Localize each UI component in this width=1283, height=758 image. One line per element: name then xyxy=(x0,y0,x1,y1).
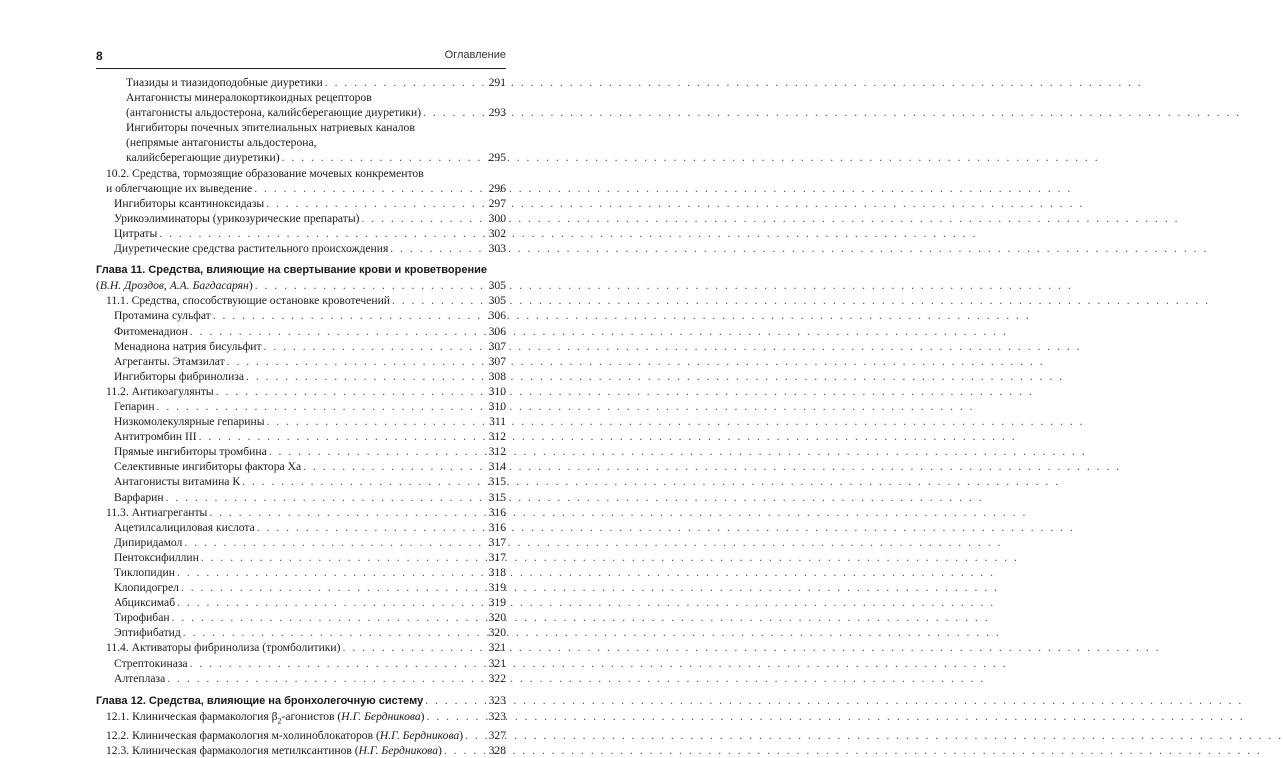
toc-page: 302 xyxy=(488,226,506,240)
toc-entry: Абциксимаб . . . 319 xyxy=(96,595,506,610)
toc-entry: Тиклопидин . . . 318 xyxy=(96,565,506,580)
toc-entry: Ингибиторы почечных эпителиальных натриевых каналов xyxy=(126,121,415,135)
toc-entry: Диуретические средства растительного происхождения . . . 303 xyxy=(96,241,506,256)
toc-entry: Тиазиды и тиазидоподобные диуретики . . . 291 xyxy=(96,75,506,90)
toc-entry: Фитоменадион . . . 306 xyxy=(96,324,506,339)
toc-page: 307 xyxy=(488,339,506,353)
toc-page: 300 xyxy=(488,211,506,225)
toc-page: 319 xyxy=(488,581,506,595)
toc-entry: Варфарин . . . 315 xyxy=(96,490,506,505)
table-of-contents xyxy=(96,75,506,758)
toc-entry: Цитраты . . . 302 xyxy=(96,226,506,241)
page-header xyxy=(96,49,506,67)
toc-entry: Протамина сульфат . . . 306 xyxy=(96,308,506,323)
toc-page: 310 xyxy=(488,399,506,413)
toc-page: 320 xyxy=(488,611,506,625)
toc-page: 321 xyxy=(488,641,506,655)
toc-entry: 10.2. Средства, тормозящие образование мочевых конкрементов xyxy=(106,166,424,180)
toc-entry: 12.3. Клиническая фармакология метилксантинов (Н.Г. Бердникова) . . . 328 xyxy=(96,743,506,758)
toc-entry: Урикоэлиминаторы (урикозурические препараты) . . . 300 xyxy=(96,211,506,226)
chapter-authors: В.Н. Дроздов, А.А. Багдасарян xyxy=(99,279,249,293)
toc-page: 305 xyxy=(488,294,506,308)
toc-entry: Пентоксифиллин . . . 317 xyxy=(96,550,506,565)
toc-page: 316 xyxy=(488,520,506,534)
toc-page: 317 xyxy=(488,550,506,564)
toc-page: 320 xyxy=(488,626,506,640)
toc-page: 314 xyxy=(488,460,506,474)
toc-page: 295 xyxy=(488,151,506,165)
toc-entry: Прямые ингибиторы тромбина . . . 312 xyxy=(96,444,506,459)
toc-page: 308 xyxy=(488,369,506,383)
toc-page: 317 xyxy=(488,535,506,549)
toc-entry: Селективные ингибиторы фактора Ха . . . 314 xyxy=(96,459,506,474)
toc-page: 303 xyxy=(488,242,506,256)
toc-page: 323 xyxy=(488,693,506,707)
toc-entry: Антагонисты витамина К . . . 315 xyxy=(96,474,506,489)
toc-entry: 12.1. Клиническая фармакология $\beta_2$-агонистов (Н.Г. Бердникова) . . . 323 xyxy=(96,709,506,728)
toc-page: 321 xyxy=(488,656,506,670)
toc-page: 312 xyxy=(488,445,506,459)
toc-page: 322 xyxy=(488,671,506,685)
toc-entry: 11.3. Антиагреганты . . . 316 xyxy=(96,505,506,520)
page-number: 8 xyxy=(96,49,103,63)
running-section-title: Оглавление xyxy=(444,49,506,61)
toc-entry: (непрямые антагонисты альдостерона, xyxy=(126,136,317,150)
toc-page: 318 xyxy=(488,566,506,579)
toc-page: 293 xyxy=(488,106,506,120)
toc-page: 316 xyxy=(488,505,506,519)
toc-page: 306 xyxy=(488,309,506,323)
toc-entry: калийсберегающие диуретики) . . . 295 xyxy=(96,150,506,165)
toc-entry: и облегчающие их выведение . . . 296 xyxy=(96,181,506,196)
toc-entry: 11.4. Активаторы фибринолиза (тромболитики) . . . 321 xyxy=(96,640,506,655)
toc-page: 319 xyxy=(488,596,506,610)
toc-entry: Эптифибатид . . . 320 xyxy=(96,625,506,640)
toc-page: 312 xyxy=(488,430,506,444)
toc-entry: 11.2. Антикоагулянты . . . 310 xyxy=(96,384,506,399)
toc-page: 306 xyxy=(488,324,506,338)
toc-entry: Тирофибан . . . 320 xyxy=(96,610,506,625)
toc-page: 310 xyxy=(488,384,506,398)
toc-page: 315 xyxy=(488,475,506,489)
toc-entry: Клопидогрел . . . 319 xyxy=(96,580,506,595)
toc-entry: 12.2. Клиническая фармакология м-холиноблокаторов (Н.Г. Бердникова) . . . 327 xyxy=(96,728,506,743)
chapter-title: Глава 11. Средства, влияющие на свертывание крови и кроветворение xyxy=(96,264,487,277)
toc-page: 297 xyxy=(488,196,506,210)
toc-page: 315 xyxy=(488,490,506,504)
header-rule xyxy=(96,68,506,69)
toc-entry: Антитромбин III . . . 312 xyxy=(96,429,506,444)
toc-entry: Дипиридамол . . . 317 xyxy=(96,535,506,550)
toc-entry: Низкомолекулярные гепарины . . . 311 xyxy=(96,414,506,429)
toc-entry: Алтеплаза . . . 322 xyxy=(96,671,506,686)
toc-entry: Гепарин . . . 310 xyxy=(96,399,506,414)
toc-entry: Менадиона натрия бисульфит . . . 307 xyxy=(96,339,506,354)
toc-entry xyxy=(96,693,506,709)
toc-page: 296 xyxy=(488,181,506,195)
toc-entry: Агреганты. Этамзилат . . . 307 xyxy=(96,354,506,369)
toc-entry: (В.Н. Дроздов, А.А. Багдасарян) . . . 305 xyxy=(96,278,506,293)
toc-page: 307 xyxy=(488,354,506,368)
toc-entry: Ацетилсалициловая кислота . . . 316 xyxy=(96,520,506,535)
toc-entry: Ингибиторы фибринолиза . . . 308 xyxy=(96,369,506,384)
toc-entry: Ингибиторы ксантиноксидазы . . . 297 xyxy=(96,196,506,211)
toc-page: 328 xyxy=(488,744,506,758)
toc-entry: 11.1. Средства, способствующие остановке кровотечений . . . 305 xyxy=(96,293,506,308)
toc-entry: Антагонисты минералокортикоидных рецепторов xyxy=(126,91,372,105)
chapter-title: Глава 12. Средства, влияющие на бронхолегочную систему xyxy=(96,694,424,707)
toc-page: 311 xyxy=(489,415,506,429)
toc-page: 305 xyxy=(488,279,506,293)
toc-entry: (антагонисты альдостерона, калийсберегающие диуретики) . . . 293 xyxy=(96,105,506,120)
toc-entry: Стрептокиназа . . . 321 xyxy=(96,656,506,671)
toc-page: 291 xyxy=(488,76,506,89)
toc-page: 327 xyxy=(488,729,506,743)
toc-page: 323 xyxy=(488,709,506,723)
